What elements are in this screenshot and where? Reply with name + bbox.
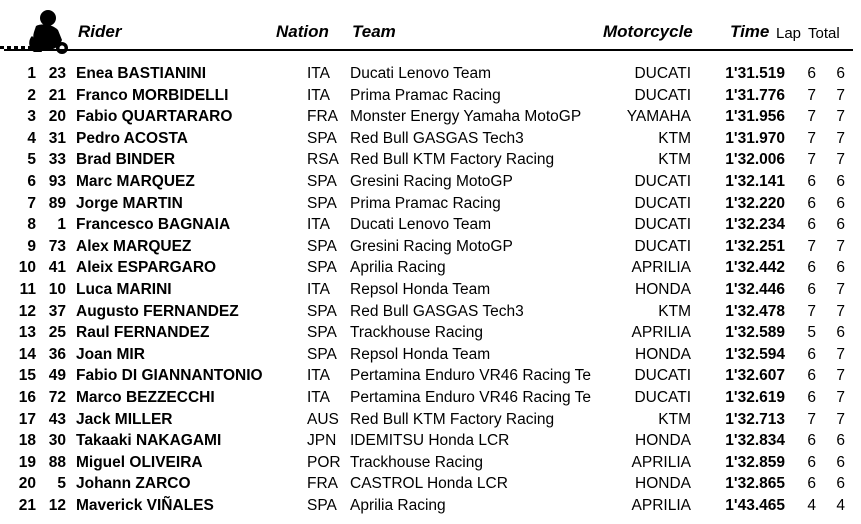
- rider-number-cell: 93: [48, 172, 66, 190]
- lap-time-cell: 1'32.234: [725, 216, 785, 234]
- team-cell: CASTROL Honda LCR: [350, 475, 508, 493]
- rider-name-cell: Francesco BAGNAIA: [76, 216, 231, 234]
- rider-number-cell: 30: [48, 432, 66, 450]
- rider-number-cell: 1: [57, 216, 66, 234]
- team-cell: Pertamina Enduro VR46 Racing Te: [350, 367, 591, 385]
- table-row: [0, 409, 861, 431]
- total-laps-cell: 7: [836, 86, 845, 104]
- motorcycle-cell: HONDA: [635, 345, 691, 363]
- rider-number-cell: 43: [48, 410, 66, 428]
- lap-time-cell: 1'32.442: [725, 259, 785, 277]
- lap-time-cell: 1'32.589: [725, 324, 785, 342]
- team-cell: Red Bull GASGAS Tech3: [350, 129, 524, 147]
- lap-cell: 6: [807, 388, 816, 406]
- lap-cell: 6: [807, 65, 816, 82]
- header-time: Time: [730, 22, 770, 41]
- table-row: [0, 301, 861, 323]
- nation-cell: ITA: [307, 280, 330, 298]
- total-laps-cell: 6: [836, 475, 845, 493]
- table-row: [0, 236, 861, 258]
- lap-cell: 7: [807, 410, 816, 428]
- lap-time-cell: 1'32.006: [725, 151, 785, 169]
- motorcycle-cell: DUCATI: [634, 86, 691, 104]
- position-cell: 3: [27, 108, 36, 126]
- table-row: [0, 495, 861, 517]
- total-laps-cell: 6: [836, 259, 845, 277]
- position-cell: 14: [18, 345, 36, 363]
- table-row: [0, 128, 861, 150]
- rider-number-cell: 5: [57, 475, 66, 493]
- total-laps-cell: 6: [836, 65, 845, 82]
- team-cell: Repsol Honda Team: [350, 345, 491, 363]
- total-laps-cell: 7: [836, 302, 845, 320]
- team-cell: Ducati Lenovo Team: [350, 216, 492, 234]
- rider-number-cell: 37: [48, 302, 66, 320]
- nation-cell: ITA: [307, 65, 330, 82]
- total-laps-cell: 7: [836, 108, 845, 126]
- lap-cell: 7: [807, 302, 816, 320]
- position-cell: 21: [18, 496, 36, 514]
- total-laps-cell: 6: [836, 432, 845, 450]
- rider-number-cell: 23: [48, 65, 66, 82]
- nation-cell: SPA: [307, 496, 337, 514]
- rider-name-cell: Franco MORBIDELLI: [76, 86, 229, 104]
- position-cell: 7: [27, 194, 36, 212]
- team-cell: Aprilia Racing: [350, 496, 446, 514]
- header-motorcycle: Motorcycle: [603, 22, 693, 41]
- position-cell: 17: [18, 410, 36, 428]
- nation-cell: ITA: [307, 367, 330, 385]
- total-laps-cell: 7: [836, 151, 845, 169]
- lap-time-cell: 1'32.141: [725, 172, 785, 190]
- lap-time-cell: 1'31.970: [725, 129, 785, 147]
- table-row: [0, 344, 861, 366]
- lap-time-cell: 1'31.776: [725, 86, 785, 104]
- motorcycle-cell: DUCATI: [634, 172, 691, 190]
- lap-cell: 7: [807, 108, 816, 126]
- position-cell: 11: [19, 280, 36, 298]
- team-cell: Repsol Honda Team: [350, 280, 491, 298]
- header-nation: Nation: [276, 22, 329, 41]
- motorcycle-cell: KTM: [658, 410, 691, 428]
- header-rule: [4, 49, 853, 51]
- lap-time-cell: 1'32.834: [725, 432, 785, 450]
- nation-cell: RSA: [307, 151, 339, 169]
- lap-cell: 6: [807, 172, 816, 190]
- lap-time-cell: 1'32.607: [725, 367, 785, 385]
- motorcycle-cell: KTM: [658, 151, 691, 169]
- lap-cell: 7: [807, 129, 816, 147]
- rider-number-cell: 33: [48, 151, 66, 169]
- total-laps-cell: 7: [836, 345, 845, 363]
- table-header: [0, 0, 861, 56]
- position-cell: 18: [18, 432, 36, 450]
- position-cell: 10: [18, 259, 36, 277]
- lap-time-cell: 1'31.956: [725, 108, 785, 126]
- lap-cell: 7: [807, 237, 816, 255]
- table-row: [0, 257, 861, 279]
- rider-number-cell: 41: [48, 259, 66, 277]
- team-cell: Prima Pramac Racing: [350, 194, 501, 212]
- nation-cell: ITA: [307, 216, 330, 234]
- lap-time-cell: 1'32.220: [725, 194, 785, 212]
- lap-time-cell: 1'43.465: [725, 496, 785, 514]
- rider-number-cell: 73: [48, 237, 66, 255]
- lap-time-cell: 1'32.446: [725, 280, 785, 298]
- motorcycle-cell: HONDA: [635, 432, 691, 450]
- lap-time-cell: 1'31.519: [725, 65, 785, 82]
- total-laps-cell: 7: [836, 129, 845, 147]
- total-laps-cell: 7: [836, 237, 845, 255]
- rider-number-cell: 31: [48, 129, 66, 147]
- rider-name-cell: Fabio QUARTARARO: [76, 108, 233, 126]
- rider-number-cell: 20: [48, 108, 66, 126]
- rider-number-cell: 10: [48, 280, 66, 298]
- total-laps-cell: 7: [836, 367, 845, 385]
- motorcycle-cell: DUCATI: [634, 367, 691, 385]
- position-cell: 2: [27, 86, 36, 104]
- lap-cell: 6: [807, 216, 816, 234]
- nation-cell: SPA: [307, 324, 337, 342]
- table-row: [0, 387, 861, 409]
- motorcycle-cell: KTM: [658, 302, 691, 320]
- total-laps-cell: 7: [836, 410, 845, 428]
- rider-name-cell: Aleix ESPARGARO: [76, 259, 217, 277]
- rider-number-cell: 25: [48, 324, 66, 342]
- motorcycle-cell: DUCATI: [634, 65, 691, 82]
- results-table: [0, 63, 861, 516]
- rider-name-cell: Augusto FERNANDEZ: [76, 302, 239, 320]
- total-laps-cell: 7: [836, 388, 845, 406]
- nation-cell: SPA: [307, 345, 337, 363]
- lap-cell: 6: [807, 280, 816, 298]
- motorcycle-cell: APRILIA: [631, 453, 691, 471]
- position-cell: 9: [27, 237, 36, 255]
- rider-name-cell: Brad BINDER: [76, 151, 176, 169]
- motorcycle-cell: APRILIA: [631, 324, 691, 342]
- total-laps-cell: 4: [836, 496, 845, 514]
- rider-name-cell: Marco BEZZECCHI: [76, 388, 215, 406]
- nation-cell: SPA: [307, 129, 337, 147]
- nation-cell: ITA: [307, 86, 330, 104]
- nation-cell: ITA: [307, 388, 330, 406]
- team-cell: Prima Pramac Racing: [350, 86, 501, 104]
- position-cell: 6: [27, 172, 36, 190]
- total-laps-cell: 7: [836, 280, 845, 298]
- lap-cell: 5: [807, 324, 816, 342]
- lap-time-cell: 1'32.251: [725, 237, 785, 255]
- table-row: [0, 193, 861, 215]
- lap-cell: 6: [807, 259, 816, 277]
- nation-cell: SPA: [307, 302, 337, 320]
- table-row: [0, 214, 861, 236]
- header-lap: Lap: [776, 25, 802, 42]
- total-laps-cell: 6: [836, 216, 845, 234]
- lap-time-cell: 1'32.713: [725, 410, 785, 428]
- total-laps-cell: 6: [836, 172, 845, 190]
- team-cell: Trackhouse Racing: [350, 324, 483, 342]
- rider-name-cell: Jack MILLER: [76, 410, 173, 428]
- table-row: [0, 473, 861, 495]
- rider-number-cell: 36: [48, 345, 66, 363]
- table-row: [0, 322, 861, 344]
- rider-number-cell: 88: [48, 453, 66, 471]
- team-cell: Monster Energy Yamaha MotoGP: [350, 108, 582, 126]
- lap-time-cell: 1'32.594: [725, 345, 785, 363]
- team-cell: Gresini Racing MotoGP: [350, 172, 513, 190]
- lap-time-cell: 1'32.478: [725, 302, 785, 320]
- rider-name-cell: Pedro ACOSTA: [76, 129, 188, 147]
- header-rider: Rider: [78, 22, 122, 41]
- nation-cell: SPA: [307, 194, 337, 212]
- rider-name-cell: Joan MIR: [76, 345, 145, 363]
- position-cell: 19: [18, 453, 36, 471]
- position-cell: 12: [18, 302, 36, 320]
- lap-time-cell: 1'32.865: [725, 475, 785, 493]
- nation-cell: FRA: [307, 475, 338, 493]
- header-total: Total: [808, 25, 840, 42]
- lap-cell: 7: [807, 86, 816, 104]
- table-row: [0, 365, 861, 387]
- table-row: [0, 149, 861, 171]
- rider-number-cell: 21: [48, 86, 66, 104]
- position-cell: 4: [27, 129, 36, 147]
- team-cell: Gresini Racing MotoGP: [350, 237, 513, 255]
- lap-cell: 6: [807, 453, 816, 471]
- total-laps-cell: 6: [836, 194, 845, 212]
- nation-cell: SPA: [307, 172, 337, 190]
- motorcycle-cell: APRILIA: [631, 259, 691, 277]
- motorcycle-cell: DUCATI: [634, 237, 691, 255]
- position-cell: 1: [27, 65, 36, 82]
- motorcycle-cell: DUCATI: [634, 194, 691, 212]
- motorcycle-cell: HONDA: [635, 475, 691, 493]
- position-cell: 8: [27, 216, 36, 234]
- nation-cell: JPN: [307, 432, 337, 450]
- nation-cell: FRA: [307, 108, 338, 126]
- table-row: [0, 279, 861, 301]
- lap-cell: 6: [807, 475, 816, 493]
- rider-number-cell: 49: [48, 367, 66, 385]
- lap-time-cell: 1'32.619: [725, 388, 785, 406]
- rider-name-cell: Marc MARQUEZ: [76, 172, 195, 190]
- lap-cell: 7: [807, 151, 816, 169]
- motorcycle-cell: HONDA: [635, 280, 691, 298]
- table-row: [0, 452, 861, 474]
- motorcycle-cell: APRILIA: [631, 496, 691, 514]
- position-cell: 5: [27, 151, 36, 169]
- team-cell: Red Bull KTM Factory Racing: [350, 151, 555, 169]
- nation-cell: POR: [307, 453, 341, 471]
- lap-cell: 6: [807, 367, 816, 385]
- team-cell: Red Bull GASGAS Tech3: [350, 302, 524, 320]
- team-cell: IDEMITSU Honda LCR: [350, 432, 510, 450]
- total-laps-cell: 6: [836, 453, 845, 471]
- lap-cell: 4: [807, 496, 816, 514]
- team-cell: Ducati Lenovo Team: [350, 65, 492, 82]
- rider-name-cell: Jorge MARTIN: [76, 194, 183, 212]
- table-row: [0, 171, 861, 193]
- header-team: Team: [352, 22, 396, 41]
- lap-cell: 6: [807, 194, 816, 212]
- table-row: [0, 63, 861, 85]
- team-cell: Red Bull KTM Factory Racing: [350, 410, 555, 428]
- lap-time-cell: 1'32.859: [725, 453, 785, 471]
- rider-name-cell: Alex MARQUEZ: [76, 237, 192, 255]
- total-laps-cell: 6: [836, 324, 845, 342]
- rider-name-cell: Raul FERNANDEZ: [76, 324, 210, 342]
- position-cell: 16: [18, 388, 36, 406]
- team-cell: Pertamina Enduro VR46 Racing Te: [350, 388, 591, 406]
- nation-cell: SPA: [307, 237, 337, 255]
- rider-number-cell: 12: [48, 496, 66, 514]
- position-cell: 20: [18, 475, 36, 493]
- position-cell: 13: [18, 324, 36, 342]
- table-row: [0, 85, 861, 107]
- lap-cell: 6: [807, 345, 816, 363]
- table-row: [0, 106, 861, 128]
- team-cell: Aprilia Racing: [350, 259, 446, 277]
- rider-name-cell: Takaaki NAKAGAMI: [76, 432, 222, 450]
- rider-name-cell: Miguel OLIVEIRA: [76, 453, 203, 471]
- team-cell: Trackhouse Racing: [350, 453, 483, 471]
- lap-cell: 6: [807, 432, 816, 450]
- motorcycle-cell: KTM: [658, 129, 691, 147]
- rider-name-cell: Maverick VIÑALES: [76, 496, 214, 514]
- rider-number-cell: 89: [48, 194, 66, 212]
- motorcycle-cell: YAMAHA: [626, 108, 691, 126]
- motorcycle-cell: DUCATI: [634, 216, 691, 234]
- motorcycle-cell: DUCATI: [634, 388, 691, 406]
- rider-name-cell: Fabio DI GIANNANTONIO: [76, 367, 263, 385]
- nation-cell: AUS: [307, 410, 339, 428]
- rider-name-cell: Johann ZARCO: [76, 475, 191, 493]
- rider-name-cell: Luca MARINI: [76, 280, 172, 298]
- rider-name-cell: Enea BASTIANINI: [76, 65, 207, 82]
- nation-cell: SPA: [307, 259, 337, 277]
- position-cell: 15: [18, 367, 36, 385]
- rider-number-cell: 72: [48, 388, 66, 406]
- table-row: [0, 430, 861, 452]
